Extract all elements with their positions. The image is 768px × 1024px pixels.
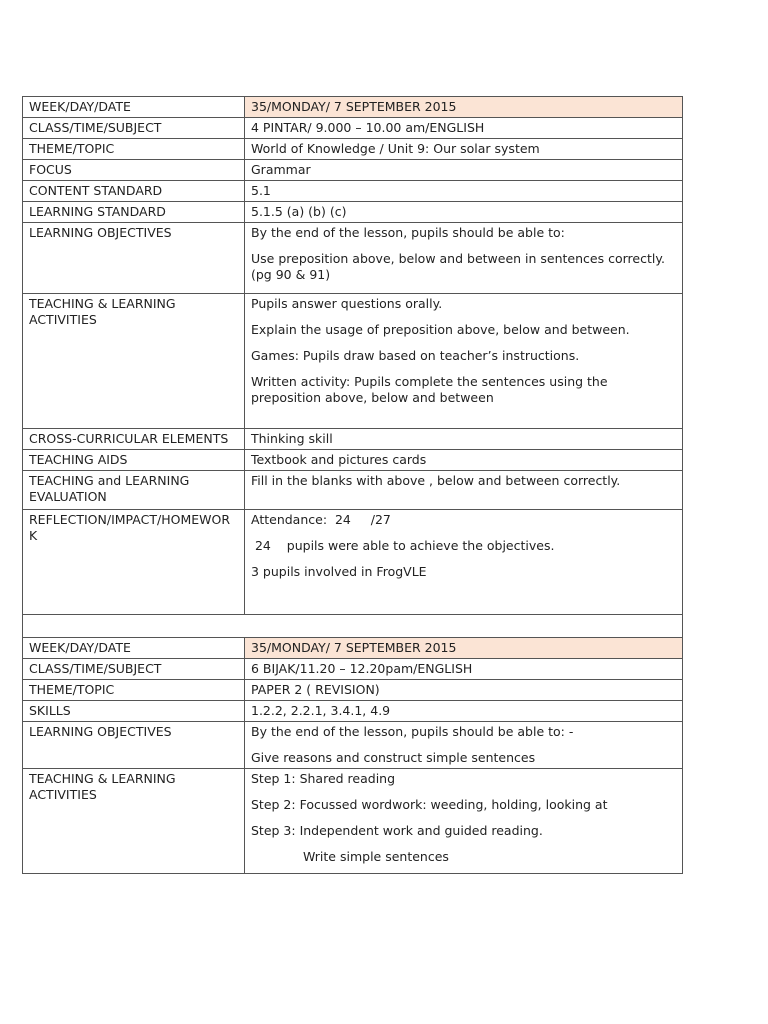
objective-line: Give reasons and construct simple sentences bbox=[251, 750, 536, 765]
table-row bbox=[23, 450, 683, 471]
row-value: 5.1.5 (a) (b) (c) bbox=[245, 202, 683, 223]
reflection-line: 24 pupils were able to achieve the objectives. bbox=[251, 538, 555, 553]
row-label: LEARNING OBJECTIVES bbox=[23, 223, 245, 294]
lesson-plan-table bbox=[22, 96, 683, 874]
row-value bbox=[245, 769, 683, 874]
table-row bbox=[23, 294, 683, 429]
table-spacer-row bbox=[23, 615, 683, 638]
row-value: PAPER 2 ( REVISION) bbox=[245, 680, 683, 701]
table-row bbox=[23, 722, 683, 769]
activity-line: Step 1: Shared reading bbox=[251, 771, 396, 786]
table-row bbox=[23, 638, 683, 659]
table-row bbox=[23, 223, 683, 294]
table-row bbox=[23, 97, 683, 118]
activity-line: Step 3: Independent work and guided reading. bbox=[251, 823, 543, 838]
row-label: LEARNING OBJECTIVES bbox=[23, 722, 245, 769]
row-label: TEACHING AIDS bbox=[23, 450, 245, 471]
row-value: Textbook and pictures cards bbox=[245, 450, 683, 471]
date-value: 35/MONDAY/ 7 SEPTEMBER 2015 bbox=[245, 97, 683, 118]
row-label: CLASS/TIME/SUBJECT bbox=[23, 659, 245, 680]
row-label: WEEK/DAY/DATE bbox=[23, 638, 245, 659]
row-label: TEACHING & LEARNING ACTIVITIES bbox=[23, 294, 245, 429]
row-value: 1.2.2, 2.2.1, 3.4.1, 4.9 bbox=[245, 701, 683, 722]
table-row bbox=[23, 429, 683, 450]
reflection-line: Attendance: 24 /27 bbox=[251, 512, 391, 527]
row-value: World of Knowledge / Unit 9: Our solar system bbox=[245, 139, 683, 160]
row-label: CONTENT STANDARD bbox=[23, 181, 245, 202]
activity-line: Games: Pupils draw based on teacher’s instructions. bbox=[251, 348, 580, 363]
activity-line: Step 2: Focussed wordwork: weeding, holding, looking at bbox=[251, 797, 608, 812]
row-value bbox=[245, 294, 683, 429]
activity-line: Written activity: Pupils complete the sentences using the preposition above, below and between bbox=[251, 374, 608, 405]
row-label: LEARNING STANDARD bbox=[23, 202, 245, 223]
row-label: FOCUS bbox=[23, 160, 245, 181]
table-row bbox=[23, 471, 683, 510]
row-value: 5.1 bbox=[245, 181, 683, 202]
row-label: CLASS/TIME/SUBJECT bbox=[23, 118, 245, 139]
row-label: THEME/TOPIC bbox=[23, 139, 245, 160]
reflection-line: 3 pupils involved in FrogVLE bbox=[251, 564, 427, 579]
table-row bbox=[23, 118, 683, 139]
row-value: Grammar bbox=[245, 160, 683, 181]
row-value: 6 BIJAK/11.20 – 12.20pam/ENGLISH bbox=[245, 659, 683, 680]
activity-line: Explain the usage of preposition above, below and between. bbox=[251, 322, 630, 337]
objective-line: By the end of the lesson, pupils should be able to: bbox=[251, 225, 565, 240]
row-label: CROSS-CURRICULAR ELEMENTS bbox=[23, 429, 245, 450]
row-value: 4 PINTAR/ 9.000 – 10.00 am/ENGLISH bbox=[245, 118, 683, 139]
row-label: SKILLS bbox=[23, 701, 245, 722]
table-row bbox=[23, 139, 683, 160]
table-row bbox=[23, 160, 683, 181]
row-value: Fill in the blanks with above , below and between correctly. bbox=[245, 471, 683, 510]
table-row bbox=[23, 659, 683, 680]
table-row bbox=[23, 181, 683, 202]
row-value bbox=[245, 722, 683, 769]
activity-line: Write simple sentences bbox=[303, 849, 449, 864]
row-label: TEACHING and LEARNING EVALUATION bbox=[23, 471, 245, 510]
activity-line: Pupils answer questions orally. bbox=[251, 296, 443, 311]
row-label: REFLECTION/IMPACT/HOMEWORK bbox=[23, 510, 245, 615]
row-label: THEME/TOPIC bbox=[23, 680, 245, 701]
objective-line: Use preposition above, below and between in sentences correctly. (pg 90 & 91) bbox=[251, 251, 665, 282]
row-label: TEACHING & LEARNING ACTIVITIES bbox=[23, 769, 245, 874]
row-label: WEEK/DAY/DATE bbox=[23, 97, 245, 118]
row-value bbox=[245, 223, 683, 294]
row-value bbox=[245, 510, 683, 615]
table-row bbox=[23, 680, 683, 701]
table-row bbox=[23, 510, 683, 615]
date-value: 35/MONDAY/ 7 SEPTEMBER 2015 bbox=[245, 638, 683, 659]
table-row bbox=[23, 202, 683, 223]
table-row bbox=[23, 701, 683, 722]
row-value: Thinking skill bbox=[245, 429, 683, 450]
objective-line: By the end of the lesson, pupils should be able to: - bbox=[251, 724, 574, 739]
table-row bbox=[23, 769, 683, 874]
